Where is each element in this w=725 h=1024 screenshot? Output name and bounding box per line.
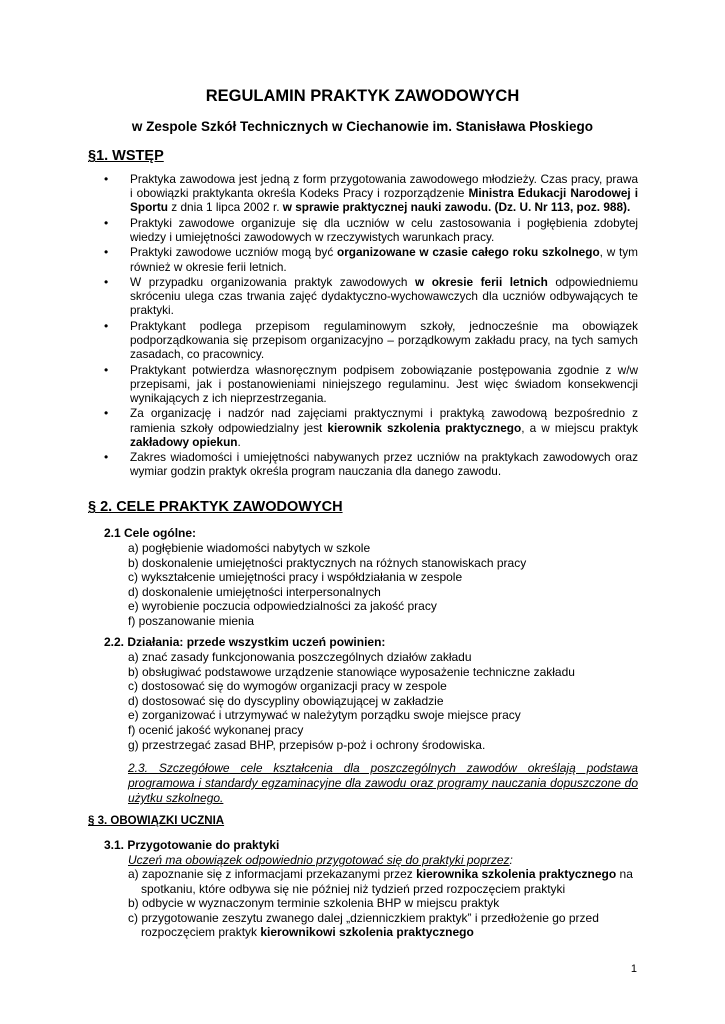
list-item: d) dostosować się do dyscypliny obowiązującej w zakładzie bbox=[128, 693, 444, 708]
text-run: W przypadku organizowania praktyk zawodowych bbox=[130, 274, 415, 289]
text-run: Praktykant potwierdza własnoręcznym podpisem zobowiązanie postępowania zgodnie z w/w przepisami, jak i postanowieniami niniejszego regulaminu. Jest więc świadom konsekwencji wynikających z ich nieprzestrzegania. bbox=[130, 362, 638, 405]
section-1-bullet-list bbox=[110, 172, 638, 480]
text-run: Zakres wiadomości i umiejętności nabywanych przez uczniów na praktykach zawodowych oraz wymiar godzin praktyk określa program nauczania dla danego zawodu. bbox=[130, 450, 638, 479]
bullet-item bbox=[110, 216, 638, 244]
section-3-1-intro: Uczeń ma obowiązek odpowiednio przygotować się do praktyki poprzez: bbox=[128, 853, 513, 867]
text-run: a) zapoznanie się z informacjami przekazanymi przez bbox=[128, 867, 417, 882]
section-2-1-heading: 2.1 Cele ogólne: bbox=[104, 526, 197, 540]
bold-text: kierownikowi szkolenia praktycznego bbox=[260, 925, 474, 940]
section-2-3-paragraph: 2.3. Szczegółowe cele kształcenia dla poszczególnych zawodów określają podstawa programowa i standardy egzaminacyjne dla zawodu oraz programy nauczania dopuszczone do użytku szkolnego. bbox=[128, 761, 638, 805]
text-run: z dnia 1 lipca 2002 r. bbox=[168, 200, 283, 215]
bold-text: Ministra Edukacji Narodowej i Sportu bbox=[130, 186, 638, 215]
bold-text: w sprawie praktycznej nauki zawodu. (Dz. U. Nr 113, poz. 988). bbox=[282, 200, 631, 215]
list-item: d) doskonalenie umiejętności interpersonalnych bbox=[128, 584, 381, 599]
section-2-heading: § 2. CELE PRAKTYK ZAWODOWYCH bbox=[88, 499, 343, 515]
list-item: g) przestrzegać zasad BHP, przepisów p-poż i ochrony środowiska. bbox=[128, 737, 486, 752]
list-item: f) ocenić jakość wykonanej pracy bbox=[128, 722, 304, 737]
bold-text: organizowane w czasie całego roku szkolnego bbox=[336, 245, 600, 260]
list-item: a) znać zasady funkcjonowania poszczególnych działów zakładu bbox=[128, 650, 472, 664]
document-subtitle: w Zespole Szkół Technicznych w Ciechanowie im. Stanisława Płoskiego bbox=[131, 119, 594, 134]
section-2-2-heading: 2.2. Działania: przede wszystkim uczeń powinien: bbox=[104, 635, 386, 649]
text-run: na spotkaniu, które odbywa się nie później niż tydzień przed rozpoczęciem praktyki bbox=[141, 867, 633, 896]
list-item: b) doskonalenie umiejętności praktycznych na różnych stanowiskach pracy bbox=[128, 555, 527, 570]
text-run: , w tym również w okresie ferii letnich. bbox=[130, 245, 638, 274]
bullet-item bbox=[110, 363, 638, 406]
bullet-item bbox=[110, 319, 638, 362]
section-2-1-list bbox=[128, 541, 526, 629]
text-run: Praktykant podlega przepisom regulaminowym szkoły, jednocześnie ma obowiązek podporządkowania się przepisom organizacyjno – porządkowym zakładu pracy, na tych samych zasadach, co pracownicy. bbox=[130, 318, 638, 362]
bold-text: kierownika szkolenia praktycznego bbox=[416, 867, 617, 882]
bullet-item bbox=[110, 172, 638, 215]
text-run: odpowiedniemu skróceniu ulega czas trwania zajęć dydaktyczno-wychowawczych dla uczniów odbywających te praktyki. bbox=[130, 274, 639, 318]
list-item: a) pogłębienie wiadomości nabytych w szkole bbox=[128, 541, 371, 555]
document-title: REGULAMIN PRAKTYK ZAWODOWYCH bbox=[205, 87, 520, 105]
text-run: Za organizację i nadzór nad zajęciami praktycznymi i praktyką zawodową bezpośrednio z ramienia szkoły odpowiedzialny jest bbox=[130, 406, 638, 435]
bullet-item bbox=[110, 245, 638, 273]
bullet-item bbox=[110, 406, 638, 449]
bold-text: zakładowy opiekun bbox=[130, 434, 238, 449]
bold-text: w okresie ferii letnich bbox=[414, 274, 548, 289]
list-item: b) obsługiwać podstawowe urządzenie stanowiące wyposażenie techniczne zakładu bbox=[128, 664, 575, 679]
list-item: f) poszanowanie mienia bbox=[128, 613, 255, 628]
section-3-heading: § 3. OBOWIĄZKI UCZNIA bbox=[88, 815, 225, 827]
list-item: e) wyrobienie poczucia odpowiedzialności za jakość pracy bbox=[128, 599, 437, 614]
text-run: b) odbycie w wyznaczonym terminie szkolenia BHP w miejscu praktyk bbox=[128, 896, 500, 911]
page-number: 1 bbox=[630, 963, 637, 975]
section-2-2-list bbox=[128, 650, 575, 752]
text-run: c) przygotowanie zeszytu zwanego dalej „dzienniczkiem praktyk” i przedłożenie go przed rozpoczęciem praktyk bbox=[128, 910, 599, 940]
text-run: , a w miejscu praktyk bbox=[521, 420, 638, 435]
section-1-heading: §1. WSTĘP bbox=[88, 148, 164, 164]
list-item bbox=[128, 867, 648, 896]
list-item: c) wykształcenie umiejętności pracy i współdziałania w zespole bbox=[128, 570, 463, 585]
text-run: Praktyki zawodowe organizuje się dla uczniów w celu zastosowania i pogłębienia zdobytej wiedzy i umiejętności zawodowych w rzeczywistych warunkach pracy. bbox=[130, 215, 638, 244]
text-run: . bbox=[237, 434, 241, 449]
text-run: Praktyki zawodowe uczniów mogą być bbox=[130, 245, 337, 260]
text-run: Praktyka zawodowa jest jedną z form przygotowania zawodowego młodzieży. Czas pracy, prawa i obowiązki praktykanta określa Kodeks Pracy i rozporządzenie bbox=[130, 172, 638, 201]
section-3-1-list bbox=[128, 853, 648, 939]
list-item: e) zorganizować i utrzymywać w należytym porządku swoje miejsce pracy bbox=[128, 708, 521, 723]
list-item bbox=[128, 911, 648, 940]
bullet-item bbox=[110, 275, 638, 318]
bold-text: kierownik szkolenia praktycznego bbox=[327, 420, 522, 435]
bullet-item bbox=[110, 450, 638, 478]
list-item: c) dostosować się do wymogów organizacji pracy w zespole bbox=[128, 679, 447, 694]
list-item bbox=[128, 896, 648, 910]
section-3-1-heading: 3.1. Przygotowanie do praktyki bbox=[104, 838, 280, 852]
